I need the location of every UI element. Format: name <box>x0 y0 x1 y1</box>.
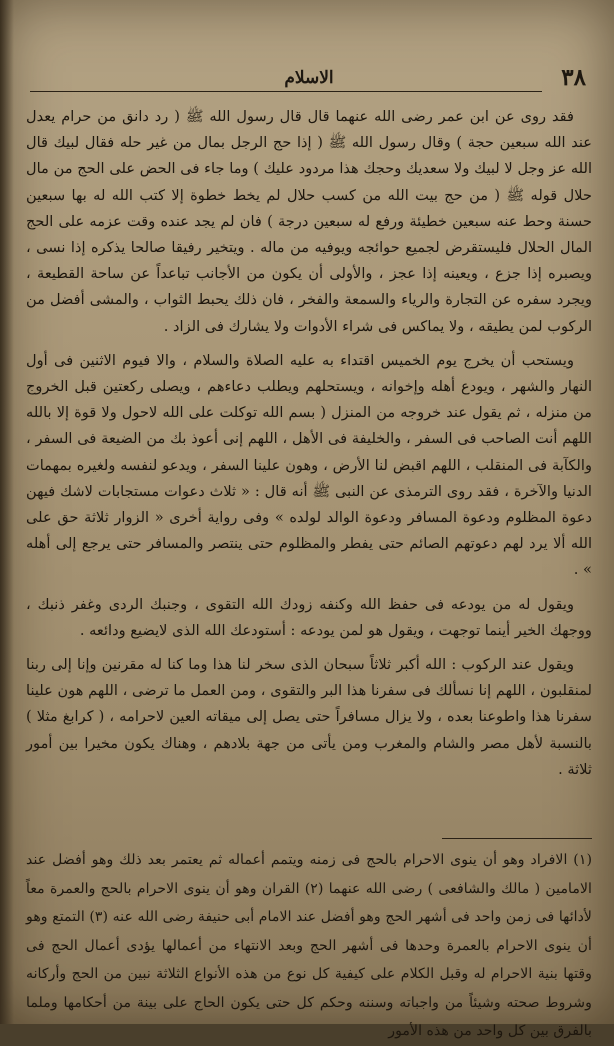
paragraph-3: ويقول له من يودعه فى حفظ الله وكنفه زودك الله التقوى ، وجنبك الردى وغفر ذنبك ، ووجهك الخير أينما توجهت ، ويقول هو لمن يودعه : أستودعك الله الذى لايضيع ودائعه . <box>26 595 592 639</box>
main-text <box>26 104 592 783</box>
footnote-1: (١) الافراد وهو أن ينوى الاحرام بالحج فى زمنه ويتمم أعماله ثم يعتمر بعد ذلك وهو أفضل عند الامامين ( مالك والشافعى ) رضى الله عنهما (٢) القران وهو أن ينوى الاحرام بالحج والعمرة معاً لأدائها فى زمن واحد فى أشهر الحج وهو أفضل عند الامام أبى حنيفة رضى الله عنه (٣) التمتع وهو أن ينوى الاحرام بالعمرة وحدها فى أشهر الحج وبعد الانتهاء من أعمالها يؤدى أعمال الحج فى وقتها بنية الاحرام له وقبل الكلام على كيفية كل نوع من هذه الأنواع الثلاثة نبين من الحج وأركانه وشروط صحته وشيئاً من واجباته وسننه وحكم كل حتى يكون الحاج على بينة من أحكامها وملما بالفرق بين كل واحد من هذه الأمور <box>26 852 592 1039</box>
paragraph-4: ويقول عند الركوب : الله أكبر ثلاثاً سبحان الذى سخر لنا هذا وما كنا له مقرنين وإنا إلى ربنا لمنقلبون ، اللهم إنا نسألك فى سفرنا هذا البر والتقوى ، ومن العمل ما ترضى ، اللهم هون علينا سفرنا هذا واطوعنا بعده ، ولا يزال مسافراً حتى يصل إلى ميقاته العين لاحرامه ، ( كرابغ مثلا ) بالنسبة لأهل مصر والشام والمغرب ومن يأتى من جهة بلادهم ، وهناك يكون مخيرا بين أمور ثلاثة . <box>26 656 592 778</box>
running-title: الاسلام <box>284 68 334 88</box>
page-binding-shadow <box>0 0 14 1024</box>
page-number: ٣٨ <box>561 64 586 91</box>
paragraph-1: فقد روى عن ابن عمر رضى الله عنهما قال قال رسول الله ﷺ ( رد دانق من حرام يعدل عند الله سبعين حجة ) وقال رسول الله ﷺ ( إذا حج الرجل بمال من غير حله فقال لبيك قال الله عز وجل لا لبيك ولا سعديك وحجك هذا مردود عليك ) وما جاء فى الحض على الحج من مال حلال قوله ﷺ ( من حج بيت الله من كسب حلال لم يخط خطوة إلا كتب الله له بها سبعين حسنة وحط عنه سبعين خطيئة ورفع له سبعين درجة ) فان لم يجد عنده وقت عزمه على الحج المال الحلال فليستقرض لجميع حوائجه ويوفيه من ماله . ويتخير رفيقا صالحا يذكره إذا نسى ، ويصبره إذا جزع ، ويعينه إذا عجز ، والأولى أن يكون من الأجانب تباعداً عن ساحة القطيعة ، ويجرد سفره عن التجارة والرياء والسمعة والفخر ، فان ذلك يحبط الثواب ، والمشى أفضل من الركوب لمن يطيقه ، ولا يماكس فى شراء الأدوات ولا يشارك فى الزاد . <box>26 108 592 335</box>
footnotes <box>26 846 592 1046</box>
footnote-divider <box>442 838 592 839</box>
paragraph-2: ويستحب أن يخرج يوم الخميس اقتداء به عليه الصلاة والسلام ، والا فيوم الاثنين فى أول النهار والشهر ، ويودع أهله وإخوانه ، ويستحلهم ويطلب دعاءهم ، ويصلى ركعتين قبل الخروج من منزله ، ثم يقول عند خروجه من المنزل ( بسم الله توكلت على الله لاحول ولا قوة إلا بالله اللهم أنت الصاحب فى السفر ، والخليفة فى الأهل ، اللهم إنى أعوذ بك من الضيعة فى السفر ، والكآبة فى المنقلب ، اللهم اقبض لنا الأرض ، وهون علينا السفر ، ويدعو لنفسه ولغيره بمهمات الدنيا والآخرة ، فقد روى الترمذى عن النبى ﷺ أنه قال : « ثلاث دعوات مستجابات لاشك فيهن دعوة المظلوم ودعوة المسافر ودعوة الوالد لولده » وفى رواية أخرى « الزوار ثلاثة حق على الله ألا يرد لهم دعوتهم الصائم حتى يفطر والمظلوم حتى ينتصر والمسافر حتى يرجع إلى أهله » . <box>26 351 592 579</box>
page-header <box>24 64 594 94</box>
header-rule <box>30 91 542 92</box>
